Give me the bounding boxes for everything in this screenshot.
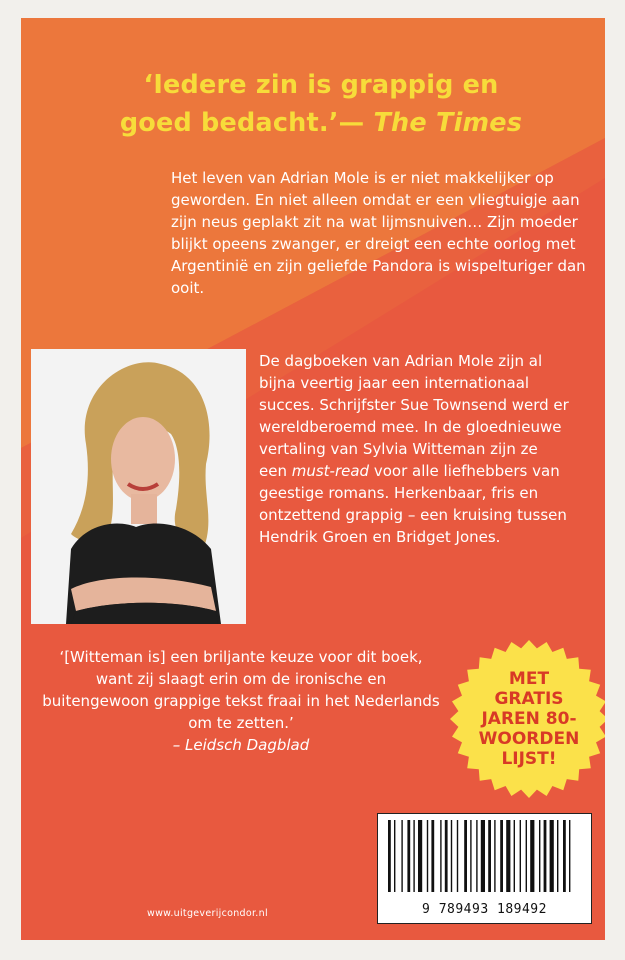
review-quote-source: – Leidsch Dagblad	[172, 736, 310, 754]
barcode-bar	[445, 820, 448, 892]
review-quote-text: ‘[Witteman is] een briljante keuze voor dit boek, want zij slaagt erin om de ironische en buitengewoon grappige tekst fraai in het Nederlands om te zetten.’	[42, 648, 440, 732]
barcode-bar	[413, 820, 414, 892]
isbn-number: 9 789493 189492	[422, 902, 547, 917]
badge-line: JAREN 80-	[481, 709, 577, 729]
barcode-bar	[514, 820, 515, 892]
headline-quote-line1: ‘Iedere zin is grappig en	[143, 70, 499, 100]
barcode-bar	[427, 820, 428, 892]
blurb-paragraph-2-end: voor alle liefhebbers van geestige romans. Herkenbaar, fris en ontzettend grappig – een kruising tussen Hendrik Groen en Bridget Jones.	[259, 462, 567, 546]
barcode-bar	[440, 820, 441, 892]
barcode-bar	[407, 820, 410, 892]
review-quote	[41, 646, 441, 756]
barcode-bar	[494, 820, 495, 892]
headline-quote-source: The Times	[373, 108, 523, 138]
barcode-bar	[488, 820, 491, 892]
headline-quote-text: goed bedacht.’	[119, 108, 339, 138]
blurb-paragraph-1: Het leven van Adrian Mole is er niet makkelijker op geworden. En niet alleen omdat er een vliegtuigje aan zijn neus geplakt zit na wat lijmsnuiven… Zijn moeder blijkt opeens zwanger, er dreigt een echte oorlog met Argentinië en zijn geliefde Pandora is wispelturiger dan ooit.	[171, 169, 586, 297]
barcode-bar	[476, 820, 477, 892]
barcode-bar	[431, 820, 434, 892]
publisher-website: www.uitgeverijcondor.nl	[147, 908, 268, 919]
book-back-cover	[21, 18, 605, 940]
badge-line: LIJST!	[501, 749, 557, 769]
barcode-bar	[500, 820, 503, 892]
barcode-bar	[401, 820, 402, 892]
barcode-bar	[451, 820, 452, 892]
barcode-bar	[506, 820, 510, 892]
barcode-bar	[464, 820, 467, 892]
barcode-bar	[470, 820, 471, 892]
blurb-paragraph-2	[259, 350, 569, 548]
barcode-bar	[394, 820, 395, 892]
barcode-bar	[530, 820, 534, 892]
barcode-bar	[388, 820, 391, 892]
barcode-bar	[526, 820, 527, 892]
barcode-bar	[544, 820, 547, 892]
barcode-bar	[550, 820, 554, 892]
barcode-bar	[569, 820, 570, 892]
barcode-bar	[520, 820, 521, 892]
barcode-bar	[481, 820, 485, 892]
headline-quote	[61, 66, 581, 142]
barcode-bar	[457, 820, 458, 892]
badge-line: MET	[508, 669, 550, 689]
barcode-bar	[539, 820, 540, 892]
badge-line: WOORDEN	[478, 729, 580, 749]
barcode-bar	[418, 820, 422, 892]
barcode-bar	[563, 820, 566, 892]
must-read-emphasis: must-read	[291, 462, 370, 480]
barcode-bars	[378, 814, 591, 899]
badge-line: GRATIS	[494, 689, 564, 709]
author-portrait-illustration	[31, 349, 246, 624]
isbn-barcode	[377, 813, 592, 924]
badge-text	[449, 639, 605, 799]
headline-quote-dash: —	[338, 108, 374, 138]
headline-quote-line2	[61, 104, 581, 142]
barcode-bar	[557, 820, 558, 892]
blurb-paragraph-2-start: De dagboeken van Adrian Mole zijn al bijna veertig jaar een internationaal succes. Schrijfster Sue Townsend werd er wereldberoemd mee. In de gloednieuwe vertaling van Sylvia Witteman zijn ze een	[259, 352, 569, 480]
free-wordlist-badge	[449, 639, 605, 799]
author-photo	[31, 349, 246, 624]
